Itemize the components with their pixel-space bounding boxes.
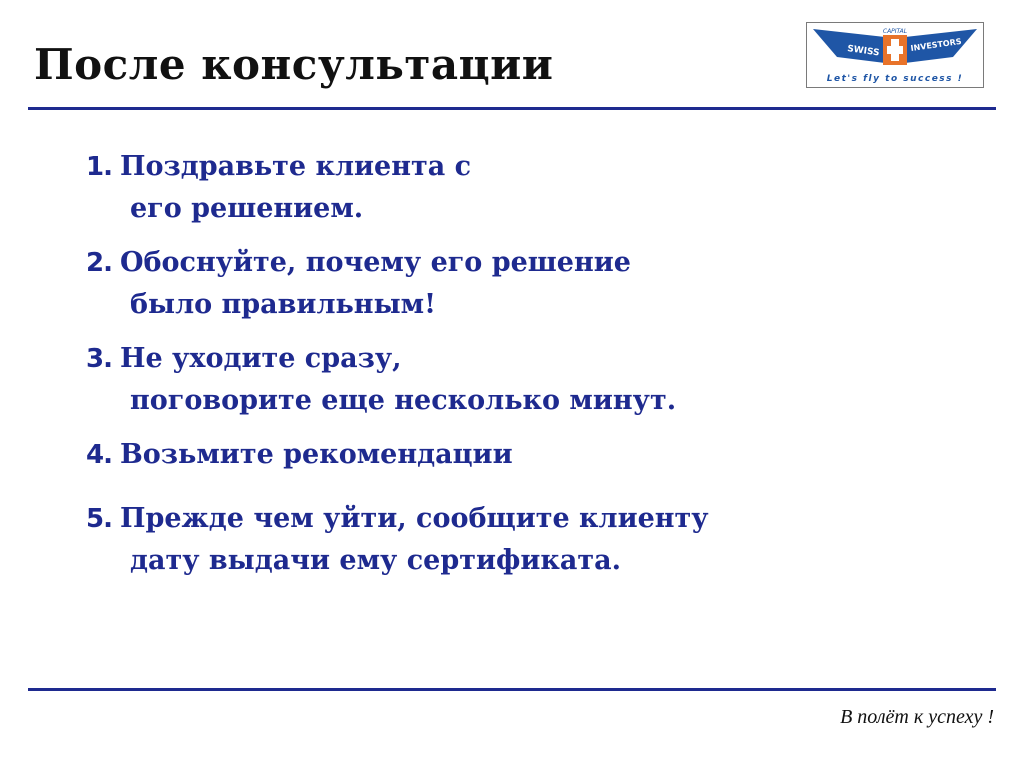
list-item: [86, 498, 966, 582]
item-text: Прежде чем уйти, сообщите клиенту: [119, 503, 709, 534]
list-item: [86, 242, 966, 326]
page-title: После консультации: [34, 40, 554, 89]
logo-slogan: Let's fly to success !: [826, 74, 964, 84]
item-text: Обоснуйте, почему его решение: [119, 247, 631, 278]
item-number: 1.: [86, 152, 112, 182]
item-text: Не уходите сразу,: [119, 343, 402, 374]
item-text: Поздравьте клиента с: [119, 151, 472, 182]
top-divider: [28, 107, 996, 110]
logo-word-right: INVESTORS: [910, 36, 963, 53]
item-text-continued: поговорите еще несколько минут.: [130, 385, 677, 416]
list-item: [86, 146, 966, 230]
logo-word-top: CAPITAL: [882, 28, 908, 35]
item-text-continued: дату выдачи ему сертификата.: [130, 545, 621, 576]
list-item: [86, 338, 966, 422]
item-number: 4.: [86, 440, 112, 470]
swiss-capital-investors-logo-icon: [807, 23, 983, 87]
item-number: 3.: [86, 344, 112, 374]
bottom-divider: [28, 688, 996, 691]
item-number: 5.: [86, 504, 112, 534]
item-number: 2.: [86, 248, 112, 278]
company-logo: [806, 22, 984, 88]
item-text-continued: его решением.: [130, 193, 364, 224]
item-text: Возьмите рекомендации: [119, 439, 513, 470]
list-item: [86, 434, 966, 476]
logo-word-left: SWISS: [846, 44, 880, 59]
item-text-continued: было правильным!: [130, 289, 436, 320]
footer-slogan: В полёт к успеху !: [840, 706, 994, 728]
